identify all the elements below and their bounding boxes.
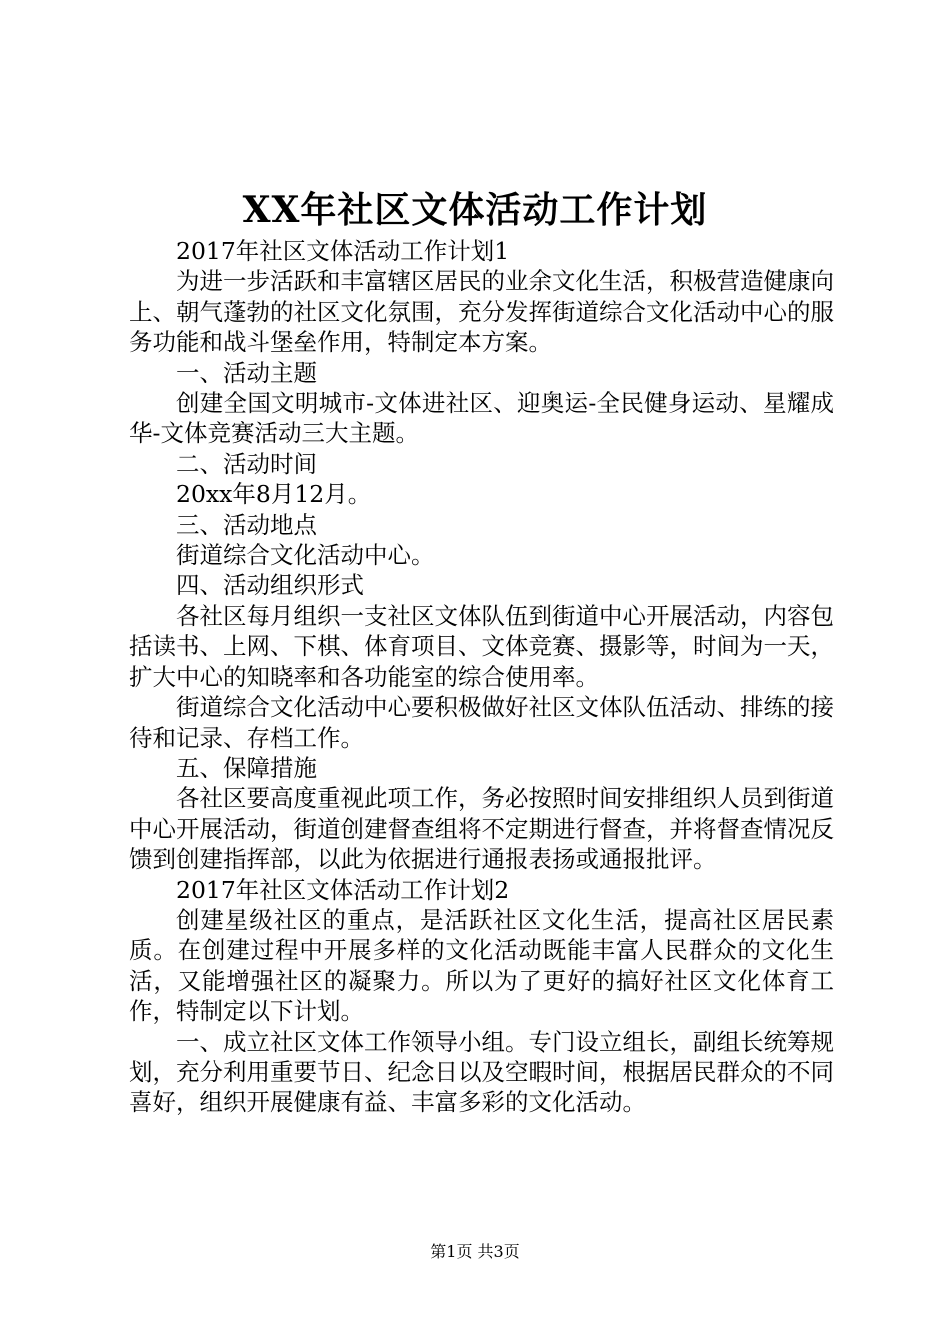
paragraph: 三、活动地点 xyxy=(176,510,317,539)
document-title: XX年社区文体活动工作计划 xyxy=(242,189,708,231)
paragraph: 20xx年8月12月。 xyxy=(176,480,372,509)
paragraph: 创建全国文明城市-文体进社区、迎奥运-全民健身运动、星耀成华-文体竞赛活动三大主题。 xyxy=(129,389,834,448)
paragraph: 为进一步活跃和丰富辖区居民的业余文化生活，积极营造健康向上、朝气蓬勃的社区文化氛围，充分发挥街道综合文化活动中心的服务功能和战斗堡垒作用，特制定本方案。 xyxy=(129,267,834,357)
paragraph: 2017年社区文体活动工作计划1 xyxy=(176,237,510,265)
paragraph: 五、保障措施 xyxy=(176,753,317,782)
paragraph: 二、活动时间 xyxy=(176,449,317,478)
paragraph: 各社区要高度重视此项工作，务必按照时间安排组织人员到街道中心开展活动，街道创建督查组将不定期进行督查，并将督查情况反馈到创建指挥部，以此为依据进行通报表扬或通报批评。 xyxy=(129,784,834,874)
page-footer: 第1页 共3页 xyxy=(430,1242,520,1261)
paragraph: 街道综合文化活动中心。 xyxy=(176,541,435,570)
paragraph: 创建星级社区的重点，是活跃社区文化生活，提高社区居民素质。在创建过程中开展多样的文化活动既能丰富人民群众的文化生活，又能增强社区的凝聚力。所以为了更好的搞好社区文化体育工作，特制定以下计划。 xyxy=(129,905,834,1026)
paragraph: 四、活动组织形式 xyxy=(176,571,364,600)
paragraph: 2017年社区文体活动工作计划2 xyxy=(176,875,510,904)
paragraph: 一、成立社区文体工作领导小组。专门设立组长，副组长统筹规划，充分利用重要节日、纪念日以及空暇时间，根据居民群众的不同喜好，组织开展健康有益、丰富多彩的文化活动。 xyxy=(129,1027,834,1117)
paragraph: 各社区每月组织一支社区文体队伍到街道中心开展活动，内容包括读书、上网、下棋、体育项目、文体竞赛、摄影等，时间为一天，扩大中心的知晓率和各功能室的综合使用率。 xyxy=(129,601,834,691)
document-body xyxy=(129,236,834,1118)
paragraph: 一、活动主题 xyxy=(176,358,317,387)
paragraph: 街道综合文化活动中心要积极做好社区文体队伍活动、排练的接待和记录、存档工作。 xyxy=(129,693,834,752)
